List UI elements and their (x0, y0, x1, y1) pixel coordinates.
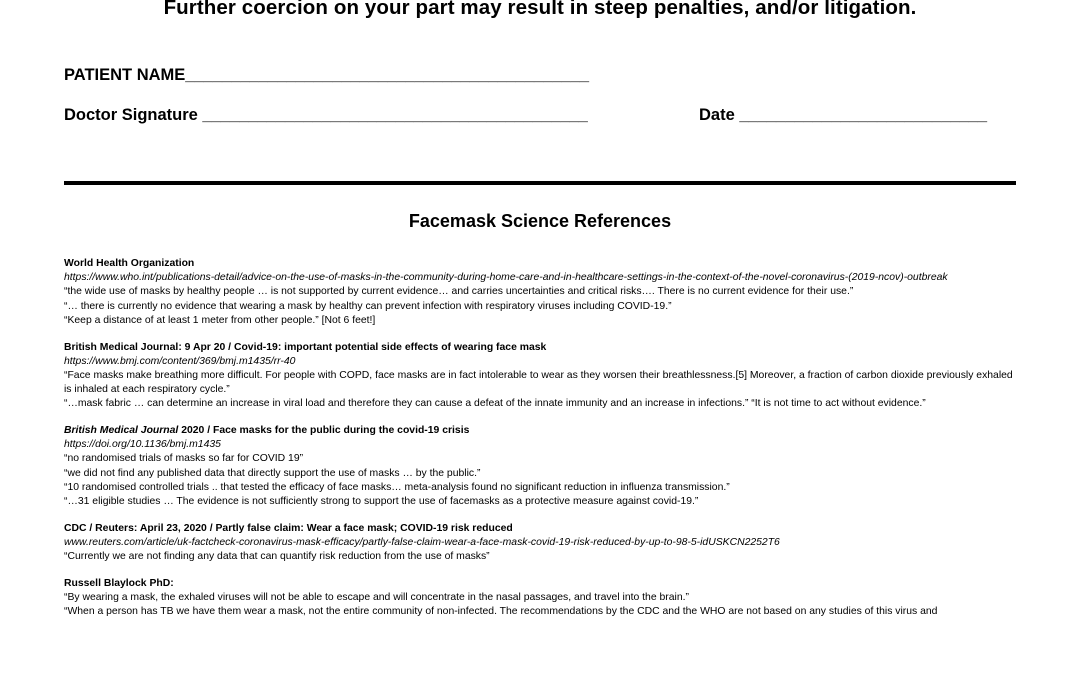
warning-heading: Further coercion on your part may result in steep penalties, and/or litigation. (163, 0, 917, 19)
reference-quote: “Keep a distance of at least 1 meter from other people.” [Not 6 feet!] (64, 314, 376, 326)
reference-url[interactable]: https://www.who.int/publications-detail/advice-on-the-use-of-masks-in-the-community-during-home-care-and-in-healthcare-settings-in-the-context-of-the-novel-coronavirus-(2019-ncov)-outbreak (64, 272, 948, 284)
reference-source: World Health Organization (64, 258, 195, 269)
reference-quote: “…mask fabric … can determine an increase in viral load and therefore they can cause a defeat of the innate immunity and an increase in infections.” “It is not time to act without evidence.” (64, 398, 926, 410)
doctor-signature-field[interactable]: Doctor Signature __________________________________________ (64, 106, 588, 124)
reference-quote: “Currently we are not finding any data that can quantify risk reduction from the use of masks” (64, 551, 490, 563)
references-title: Facemask Science References (408, 211, 672, 231)
reference-quote: “no randomised trials of masks so far for COVID 19” (64, 453, 304, 465)
reference-quote: “Face masks make breathing more difficult. For people with COPD, face masks are in fact intolerable to wear as they worsen their breathlessness.[5] Moreover, a fraction of carbon dioxide previously exhaled is inhaled at each respiratory cycle.” (64, 369, 1013, 396)
section-divider (64, 181, 1016, 185)
reference-url[interactable]: https://www.bmj.com/content/369/bmj.m1435/rr-40 (64, 355, 296, 367)
reference-title: 2020 / Face masks for the public during the covid-19 crisis (178, 425, 470, 437)
reference-item (64, 522, 1019, 565)
reference-quote: “the wide use of masks by healthy people … is not supported by current evidence… and carries uncertainties and critical risks…. There is no current evidence for their use.” (64, 286, 854, 298)
reference-source: Russell Blaylock PhD: (64, 577, 174, 589)
reference-url[interactable]: https://doi.org/10.1136/bmj.m1435 (64, 439, 221, 451)
reference-source (64, 424, 1019, 438)
reference-journal-name: British Medical Journal (64, 425, 179, 437)
reference-url[interactable]: www.reuters.com/article/uk-factcheck-coronavirus-mask-efficacy/partly-false-claim-wear-a-face-mask-covid-19-risk-reduced-by-up-to-98-5-idUSKCN2252T6 (64, 536, 780, 548)
reference-source: British Medical Journal: 9 Apr 20 / Covid-19: important potential side effects of wearing face mask (64, 341, 547, 353)
reference-quote: “10 randomised controlled trials .. that tested the efficacy of face masks… meta-analysis found no significant reduction in influenza transmission.” (64, 481, 730, 493)
reference-item (64, 424, 1019, 509)
reference-quote: “… there is currently no evidence that wearing a mask by healthy can prevent infection with respiratory viruses including COVID-19.” (64, 300, 672, 312)
date-field[interactable]: Date ___________________________ (699, 106, 988, 124)
reference-quote: “By wearing a mask, the exhaled viruses will not be able to escape and will concentrate in the nasal passages, and travel into the brain.” (64, 592, 689, 604)
reference-item (64, 341, 1019, 412)
patient-name-field[interactable]: PATIENT NAME____________________________________________ (64, 66, 590, 84)
reference-quote: “we did not find any published data that directly support the use of masks … by the public.” (64, 467, 481, 479)
references-list (64, 257, 1019, 632)
reference-quote: “…31 eligible studies … The evidence is not sufficiently strong to support the use of facemasks as a protective measure against covid-19.” (64, 496, 699, 508)
reference-quote: “When a person has TB we have them wear a mask, not the entire community of non-infected. The recommendations by the CDC and the WHO are not based on any studies of this virus and (64, 606, 938, 618)
reference-item (64, 257, 1019, 328)
reference-source: CDC / Reuters: April 23, 2020 / Partly false claim: Wear a face mask; COVID-19 risk reduced (64, 522, 513, 534)
reference-item (64, 577, 1019, 620)
